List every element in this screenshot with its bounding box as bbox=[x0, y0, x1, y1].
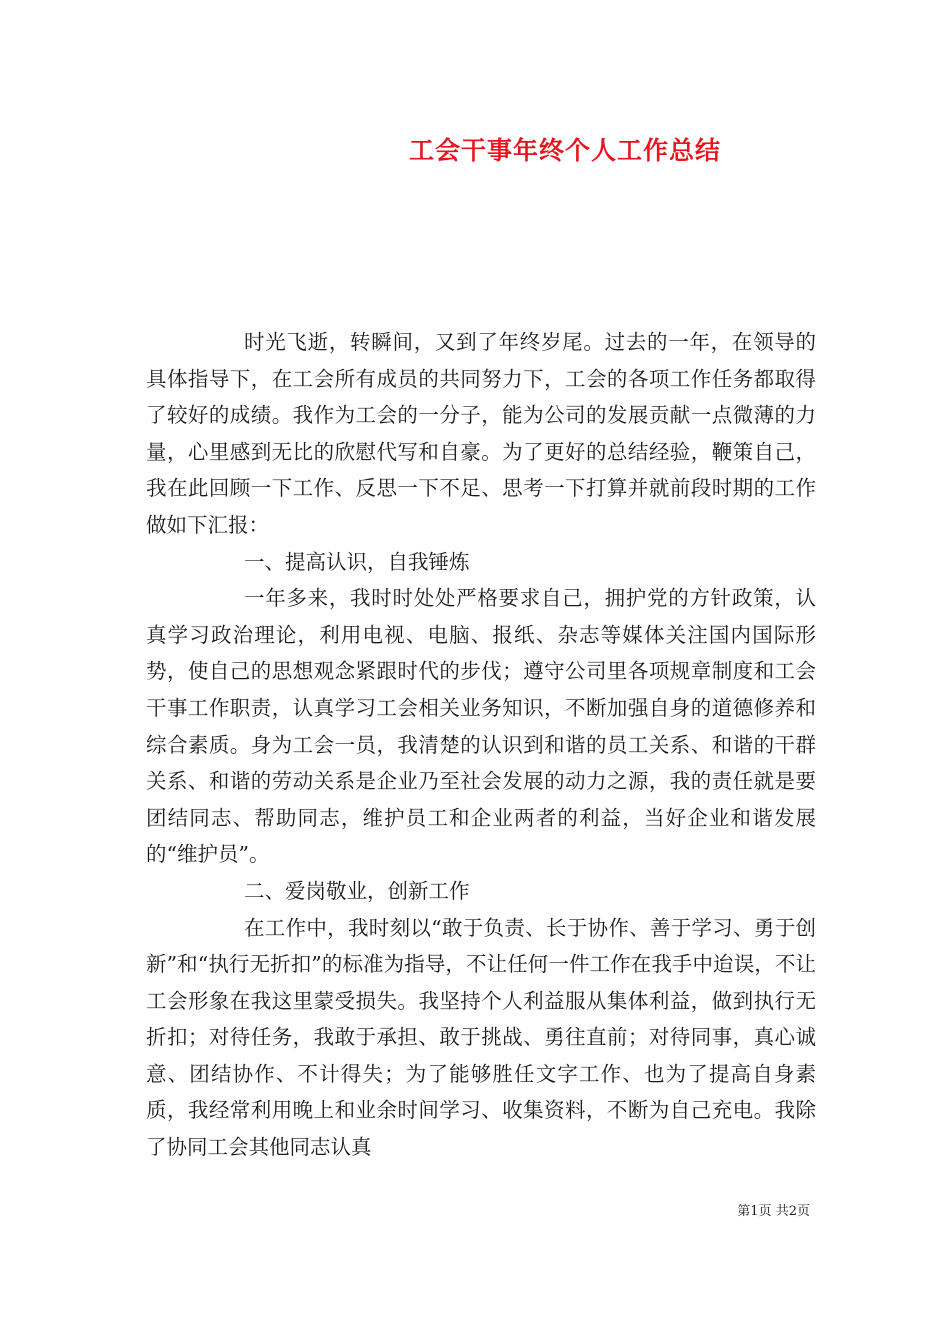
page-number-footer bbox=[737, 1203, 810, 1221]
body-paragraph-intro: 时光飞逝，转瞬间，又到了年终岁尾。过去的一年，在领导的具体指导下，在工会所有成员的共同努力下，工会的各项工作任务都取得了较好的成绩。我作为工会的一分子，能为公司的发展贡献一点微薄的力量，心里感到无比的欣慰代写和自豪。为了更好的总结经验，鞭策自己，我在此回顾一下工作、反思一下不足、思考一下打算并就前段时期的工作做如下汇报： bbox=[146, 330, 816, 537]
body-paragraph-section-2: 在工作中，我时刻以“敢于负责、长于协作、善于学习、勇于创新”和“执行无折扣”的标准为指导，不让任何一件工作在我手中迨误，不让工会形象在我这里蒙受损失。我坚持个人利益服从集体利益，做到执行无折扣；对待任务，我敢于承担、敢于挑战、勇往直前；对待同事，真心诚意、团结协作、不计得失；为了能够胜任文字工作、也为了提高自身素质，我经常利用晚上和业余时间学习、收集资料，不断为自己充电。我除了协同工会其他同志认真 bbox=[146, 915, 816, 1160]
body-paragraph-section-1: 一年多来，我时时处处严格要求自己，拥护党的方针政策，认真学习政治理论，利用电视、电脑、报纸、杂志等媒体关注国内国际形势，使自己的思想观念紧跟时代的步伐；遵守公司里各项规章制度和工会干事工作职责，认真学习工会相关业务知识，不断加强自身的道德修养和综合素质。身为工会一员，我清楚的认识到和谐的员工关系、和谐的干群关系、和谐的劳动关系是企业乃至社会发展的动力之源，我的责任就是要团结同志、帮助同志，维护员工和企业两者的利益，当好企业和谐发展的“维护员”。 bbox=[146, 586, 816, 867]
page-prefix: 第 bbox=[737, 1204, 751, 1219]
section-heading-1: 一、提高认识，自我锤炼 bbox=[244, 549, 470, 574]
total-pages: 2 bbox=[788, 1204, 797, 1219]
section-heading-2: 二、爱岗敬业，创新工作 bbox=[244, 878, 470, 903]
document-body bbox=[146, 324, 816, 1166]
current-page: 1 bbox=[750, 1204, 759, 1219]
page-middle: 页 共 bbox=[758, 1204, 789, 1219]
page-title: 工会干事年终个人工作总结 bbox=[408, 136, 721, 165]
page-suffix: 页 bbox=[796, 1204, 810, 1219]
